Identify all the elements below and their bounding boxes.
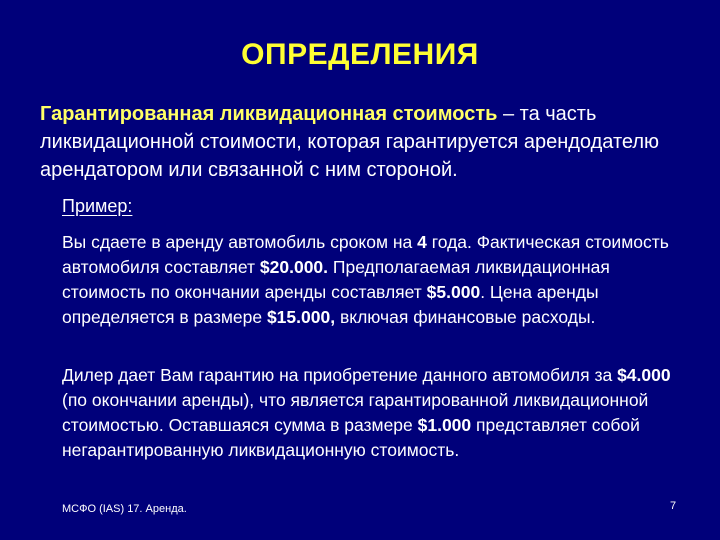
p1-car-value: $20.000. [259,257,329,277]
p1-lease-price: $15.000, [266,307,336,327]
p2-text-3: представляет собой негарантированную ликвидационную стоимость. [62,415,640,460]
page-number: 7 [670,500,677,512]
p1-text-4: . Цена аренды определяется в размере [62,282,599,327]
p1-text-1: Вы сдаете в аренду автомобиль сроком на [62,232,418,252]
p2-guaranteed-value: $4.000 [617,365,671,385]
p1-term-years: 4 [417,232,427,252]
definition-paragraph [40,100,690,184]
p1-residual-value: $5.000 [426,282,481,302]
p1-text-2: года. Фактическая стоимость автомобиля составляет [62,232,669,277]
p2-text-2: (по окончании аренды), что является гарантированной ликвидационной стоимостью. Оставшаяся сумма в размере [62,390,649,435]
example-paragraph-2 [62,363,682,463]
p1-text-3: Предполагаемая ликвидационная стоимость по окончании аренды составляет [62,257,610,302]
p2-text-1: Дилер дает Вам гарантию на приобретение данного автомобиля за [62,365,618,385]
footer-source: МСФО (IAS) 17. Аренда. [62,503,187,515]
defined-term: Гарантированная ликвидационная стоимость [40,103,498,125]
definition-text: – та часть ликвидационной стоимости, которая гарантируется арендодателю арендатором или связанной с ним стороной. [40,103,660,181]
example-paragraph-1 [62,230,682,330]
p2-unguaranteed-value: $1.000 [417,415,472,435]
p1-text-5: включая финансовые расходы. [335,307,596,327]
example-label: Пример: [62,196,133,216]
slide-title: ОПРЕДЕЛЕНИЯ [241,38,479,71]
